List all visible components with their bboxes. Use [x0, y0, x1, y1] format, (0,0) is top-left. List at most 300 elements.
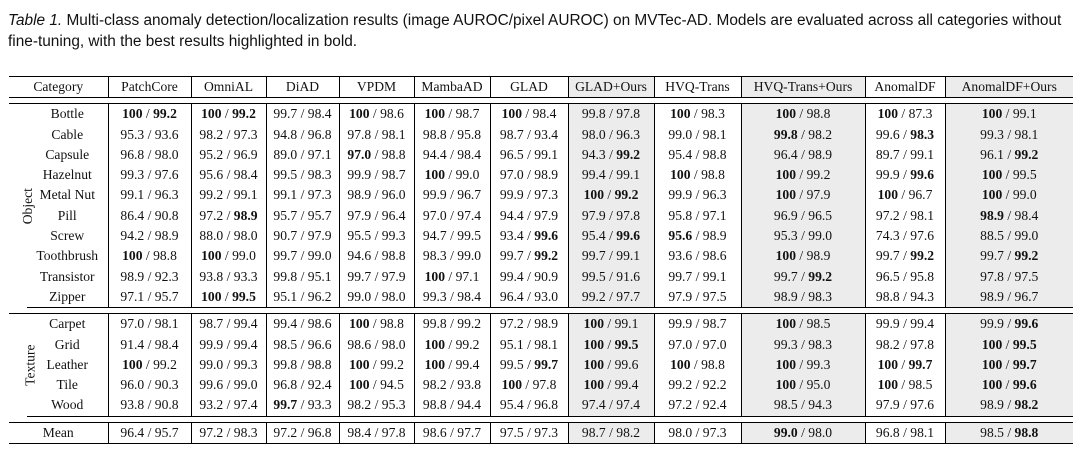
pixel-auroc: 97.6	[154, 167, 179, 183]
table-cell: 100 / 99.2	[108, 104, 191, 125]
pixel-auroc: 99.6	[1012, 377, 1037, 393]
table-cell: 99.7 / 99.2	[741, 267, 865, 287]
image-auroc: 100	[775, 187, 796, 203]
pixel-auroc: 96.3	[616, 126, 641, 142]
image-auroc: 97.8	[980, 268, 1004, 284]
pixel-auroc: 98.1	[534, 336, 559, 352]
table-row	[9, 185, 1073, 205]
pixel-auroc: 99.1	[233, 187, 258, 203]
pixel-auroc: 97.8	[616, 106, 641, 122]
table-row	[9, 206, 1073, 226]
table-cell: 100 / 99.2	[741, 165, 865, 185]
table-cell: 100 / 99.5	[945, 165, 1073, 185]
pixel-auroc: 96.2	[307, 288, 332, 304]
table-cell: 100 / 97.9	[741, 185, 865, 205]
pixel-auroc: 87.3	[908, 106, 933, 122]
image-auroc: 95.2	[199, 146, 224, 162]
pixel-auroc: 98.8	[381, 248, 406, 264]
table-cell: 86.4 / 90.8	[108, 206, 191, 226]
image-auroc: 96.8	[120, 146, 145, 162]
pixel-auroc: 97.1	[702, 207, 727, 223]
image-auroc: 100	[583, 377, 604, 393]
image-auroc: 95.6	[668, 228, 693, 244]
table-cell: 95.1 / 98.1	[490, 335, 568, 355]
pixel-auroc: 98.1	[910, 424, 935, 440]
image-auroc: 93.6	[668, 248, 693, 264]
column-header: DiAD	[266, 77, 339, 98]
table-cell: 94.3 / 99.2	[568, 145, 654, 165]
table-cell: 100 / 97.1	[414, 267, 490, 287]
pixel-auroc: 97.5	[702, 288, 727, 304]
pixel-auroc: 95.8	[457, 126, 482, 142]
pixel-auroc: 99.5	[614, 336, 639, 352]
image-auroc: 98.9	[980, 397, 1004, 413]
image-auroc: 99.8	[773, 126, 798, 142]
pixel-auroc: 98.5	[806, 316, 831, 332]
pixel-auroc: 99.0	[808, 228, 833, 244]
table-cell: 99.6 / 99.0	[191, 375, 266, 395]
table-cell: 97.9 / 96.4	[339, 206, 414, 226]
image-auroc: 100	[670, 356, 691, 372]
image-auroc: 98.2	[875, 336, 900, 352]
table-cell: 97.2 / 98.9	[191, 206, 266, 226]
image-auroc: 96.1	[980, 146, 1004, 162]
image-auroc: 97.9	[668, 288, 693, 304]
pixel-auroc: 99.7	[908, 356, 933, 372]
table-row	[9, 226, 1073, 246]
pixel-auroc: 97.9	[534, 207, 559, 223]
pixel-auroc: 97.0	[702, 336, 727, 352]
group-label-text: Texture	[22, 344, 38, 386]
pixel-auroc: 98.8	[307, 356, 332, 372]
image-auroc: 99.4	[499, 268, 524, 284]
pixel-auroc: 98.8	[806, 106, 831, 122]
image-auroc: 98.0	[581, 126, 606, 142]
pixel-auroc: 99.6	[1014, 316, 1039, 332]
table-cell: 95.6 / 98.9	[654, 226, 741, 246]
column-header: MambaAD	[414, 77, 490, 98]
column-header: GLAD	[490, 77, 568, 98]
image-auroc: 100	[670, 167, 691, 183]
table-cell: 98.6 / 98.0	[339, 335, 414, 355]
table-cell: 99.1 / 97.3	[266, 185, 339, 205]
table-cell: 97.0 / 98.1	[108, 314, 191, 335]
table-cell: 100 / 99.3	[741, 355, 865, 375]
pixel-auroc: 98.3	[910, 126, 935, 142]
image-auroc: 100	[877, 356, 898, 372]
pixel-auroc: 98.8	[702, 146, 727, 162]
pixel-auroc: 96.5	[808, 207, 833, 223]
pixel-auroc: 97.9	[307, 228, 332, 244]
image-auroc: 95.1	[273, 288, 298, 304]
table-cell: 100 / 98.8	[339, 314, 414, 335]
image-auroc: 100	[349, 356, 370, 372]
table-cell: 74.3 / 97.6	[865, 226, 945, 246]
pixel-auroc: 99.2	[380, 356, 404, 372]
table-row	[9, 104, 1073, 125]
table-cell: 100 / 99.2	[191, 104, 266, 125]
table-cell: 98.2 / 95.3	[339, 395, 414, 416]
pixel-auroc: 98.7	[702, 316, 727, 332]
pixel-auroc: 99.2	[616, 146, 641, 162]
pixel-auroc: 99.2	[806, 167, 831, 183]
table-cell: 96.9 / 96.5	[741, 206, 865, 226]
table-cell: 98.9 / 98.4	[945, 206, 1073, 226]
image-auroc: 96.4	[499, 288, 524, 304]
table-cell: 99.7 / 97.9	[339, 267, 414, 287]
caption-label: Table 1.	[8, 12, 63, 29]
image-auroc: 93.2	[199, 397, 224, 413]
table-cell: 98.9 / 98.2	[945, 395, 1073, 416]
pixel-auroc: 97.6	[910, 228, 935, 244]
pixel-auroc: 92.2	[702, 377, 727, 393]
table-cell: 98.3 / 99.0	[414, 246, 490, 266]
image-auroc: 100	[877, 377, 898, 393]
image-auroc: 99.9	[422, 187, 447, 203]
pixel-auroc: 92.4	[702, 397, 727, 413]
pixel-auroc: 99.2	[808, 268, 833, 284]
table-cell: 98.8 / 94.3	[865, 287, 945, 308]
image-auroc: 99.9	[668, 316, 693, 332]
image-auroc: 99.6	[875, 126, 900, 142]
pixel-auroc: 98.9	[534, 167, 559, 183]
pixel-auroc: 99.3	[806, 356, 831, 372]
pixel-auroc: 99.0	[233, 377, 258, 393]
image-auroc: 98.8	[422, 397, 447, 413]
image-auroc: 90.7	[273, 228, 298, 244]
image-auroc: 99.7	[347, 268, 372, 284]
table-cell: 100 / 98.6	[339, 104, 414, 125]
table-cell: 98.4 / 97.8	[339, 422, 414, 443]
table-cell: 97.4 / 97.4	[568, 395, 654, 416]
table-cell: 100 / 99.2	[568, 185, 654, 205]
table-cell: 95.4 / 99.6	[568, 226, 654, 246]
table-cell: 99.2 / 99.1	[191, 185, 266, 205]
pixel-auroc: 96.7	[457, 187, 482, 203]
image-auroc: 97.0	[422, 207, 447, 223]
table-cell: 99.9 / 99.6	[865, 165, 945, 185]
image-auroc: 94.6	[347, 248, 372, 264]
pixel-auroc: 93.6	[154, 126, 179, 142]
image-auroc: 100	[583, 316, 604, 332]
pixel-auroc: 98.9	[534, 316, 559, 332]
table-cell: 100 / 98.8	[654, 165, 741, 185]
image-auroc: 99.7	[273, 106, 298, 122]
image-auroc: 97.2	[875, 207, 900, 223]
pixel-auroc: 99.2	[1014, 146, 1039, 162]
image-auroc: 100	[424, 356, 445, 372]
row-category: Cable	[51, 126, 84, 142]
image-auroc: 100	[775, 106, 796, 122]
image-auroc: 99.4	[273, 316, 298, 332]
pixel-auroc: 95.7	[154, 288, 179, 304]
pixel-auroc: 99.1	[910, 146, 935, 162]
header-category: Category	[9, 77, 108, 98]
image-auroc: 99.9	[499, 187, 524, 203]
table-cell: 97.2 / 98.9	[490, 314, 568, 335]
image-auroc: 95.6	[199, 167, 224, 183]
image-auroc: 99.7	[668, 268, 693, 284]
table-cell: 98.7 / 99.4	[191, 314, 266, 335]
image-auroc: 99.8	[581, 106, 606, 122]
image-auroc: 100	[775, 377, 796, 393]
image-auroc: 100	[501, 106, 522, 122]
pixel-auroc: 97.3	[702, 424, 727, 440]
table-row	[9, 355, 1073, 375]
mean-label: Mean	[9, 422, 108, 443]
table-cell: 99.1 / 96.3	[108, 185, 191, 205]
image-auroc: 95.8	[668, 207, 693, 223]
table-cell: 100 / 98.8	[741, 104, 865, 125]
column-header: VPDM	[339, 77, 414, 98]
column-header: HVQ-Trans+Ours	[741, 77, 865, 98]
pixel-auroc: 98.1	[702, 126, 727, 142]
pixel-auroc: 98.4	[457, 288, 482, 304]
image-auroc: 99.3	[980, 126, 1004, 142]
table-cell: 88.5 / 99.0	[945, 226, 1073, 246]
table-cell: 94.2 / 98.9	[108, 226, 191, 246]
pixel-auroc: 99.2	[153, 356, 177, 372]
image-auroc: 93.4	[499, 228, 524, 244]
image-auroc: 100	[424, 336, 445, 352]
row-category: Wood	[27, 395, 108, 416]
table-cell: 99.7 / 98.4	[266, 104, 339, 125]
image-auroc: 100	[981, 167, 1003, 183]
pixel-auroc: 99.6	[534, 228, 559, 244]
image-auroc: 100	[201, 248, 222, 264]
image-auroc: 97.2	[273, 424, 298, 440]
pixel-auroc: 90.8	[154, 207, 179, 223]
image-auroc: 88.0	[199, 228, 224, 244]
group-label	[9, 314, 38, 416]
image-auroc: 99.9	[199, 336, 224, 352]
table-cell: 89.0 / 97.1	[266, 145, 339, 165]
pixel-auroc: 98.2	[1014, 397, 1039, 413]
table-cell: 98.5 / 96.6	[266, 335, 339, 355]
table-cell: 96.5 / 95.8	[865, 267, 945, 287]
pixel-auroc: 98.8	[153, 248, 177, 264]
table-row	[9, 165, 1073, 185]
image-auroc: 94.4	[422, 146, 447, 162]
table-cell: 100 / 99.6	[568, 355, 654, 375]
table-cell: 99.8 / 98.2	[741, 125, 865, 145]
image-auroc: 97.0	[668, 336, 693, 352]
column-header: OmniAL	[191, 77, 266, 98]
table-cell: 100 / 99.2	[414, 335, 490, 355]
group-label-text: Object	[19, 187, 35, 225]
pixel-auroc: 99.4	[233, 316, 258, 332]
table-cell: 99.7 / 99.1	[654, 267, 741, 287]
pixel-auroc: 96.4	[381, 207, 406, 223]
image-auroc: 100	[670, 106, 691, 122]
pixel-auroc: 96.8	[307, 126, 332, 142]
image-auroc: 98.3	[422, 248, 447, 264]
table-cell: 95.3 / 99.0	[741, 226, 865, 246]
image-auroc: 97.8	[347, 126, 372, 142]
table-row	[9, 125, 1073, 145]
table-cell: 97.9 / 97.6	[865, 395, 945, 416]
pixel-auroc: 99.4	[910, 316, 935, 332]
image-auroc: 99.9	[875, 167, 900, 183]
pixel-auroc: 98.4	[1014, 207, 1039, 223]
table-cell: 99.0 / 99.3	[191, 355, 266, 375]
image-auroc: 97.0	[499, 167, 524, 183]
table-cell: 100 / 99.0	[945, 185, 1073, 205]
image-auroc: 98.5	[773, 397, 798, 413]
pixel-auroc: 99.7	[534, 356, 559, 372]
table-cell: 96.4 / 93.0	[490, 287, 568, 308]
table-cell: 94.4 / 98.4	[414, 145, 490, 165]
pixel-auroc: 97.3	[534, 424, 559, 440]
image-auroc: 99.5	[581, 268, 606, 284]
results-table	[9, 76, 1073, 444]
pixel-auroc: 97.8	[910, 336, 935, 352]
pixel-auroc: 99.7	[1012, 356, 1037, 372]
pixel-auroc: 99.4	[455, 356, 480, 372]
image-auroc: 100	[424, 268, 445, 284]
table-cell: 100 / 96.7	[865, 185, 945, 205]
table-cell: 93.8 / 90.8	[108, 395, 191, 416]
image-auroc: 97.0	[120, 316, 145, 332]
image-auroc: 98.4	[347, 424, 372, 440]
table-cell: 100 / 99.6	[945, 375, 1073, 395]
pixel-auroc: 98.0	[808, 424, 833, 440]
table-cell: 95.2 / 96.9	[191, 145, 266, 165]
image-auroc: 95.3	[120, 126, 145, 142]
table-cell: 99.9 / 99.6	[945, 314, 1073, 335]
table-cell: 100 / 99.7	[865, 355, 945, 375]
image-auroc: 100	[122, 106, 143, 122]
pixel-auroc: 95.7	[154, 424, 179, 440]
image-auroc: 94.7	[422, 228, 447, 244]
column-header: PatchCore	[108, 77, 191, 98]
pixel-auroc: 99.4	[614, 377, 639, 393]
table-cell: 99.2 / 97.7	[568, 287, 654, 308]
pixel-auroc: 96.6	[307, 336, 332, 352]
table-cell: 97.0 / 98.8	[339, 145, 414, 165]
pixel-auroc: 99.5	[232, 288, 256, 304]
pixel-auroc: 99.5	[457, 228, 482, 244]
image-auroc: 89.7	[875, 146, 900, 162]
image-auroc: 100	[775, 316, 796, 332]
pixel-auroc: 96.3	[702, 187, 727, 203]
table-cell: 95.8 / 97.1	[654, 206, 741, 226]
pixel-auroc: 99.1	[616, 248, 641, 264]
image-auroc: 100	[424, 106, 445, 122]
table-cell: 98.2 / 93.8	[414, 375, 490, 395]
image-auroc: 94.3	[581, 146, 606, 162]
table-cell: 99.2 / 92.2	[654, 375, 741, 395]
image-auroc: 100	[424, 167, 445, 183]
image-auroc: 94.4	[499, 207, 524, 223]
table-cell: 100 / 99.0	[191, 246, 266, 266]
image-auroc: 99.8	[273, 268, 298, 284]
pixel-auroc: 99.3	[381, 228, 406, 244]
pixel-auroc: 97.3	[233, 126, 258, 142]
image-auroc: 100	[201, 106, 222, 122]
pixel-auroc: 97.7	[457, 424, 482, 440]
pixel-auroc: 98.3	[808, 336, 833, 352]
image-auroc: 99.6	[199, 377, 224, 393]
pixel-auroc: 99.0	[307, 248, 332, 264]
pixel-auroc: 96.7	[1014, 288, 1039, 304]
table-cell: 93.4 / 99.6	[490, 226, 568, 246]
pixel-auroc: 99.6	[910, 167, 935, 183]
table-cell: 94.8 / 96.8	[266, 125, 339, 145]
image-auroc: 95.1	[499, 336, 524, 352]
table-cell: 93.8 / 93.3	[191, 267, 266, 287]
table-cell: 99.8 / 99.2	[414, 314, 490, 335]
pixel-auroc: 94.5	[380, 377, 404, 393]
image-auroc: 99.3	[422, 288, 447, 304]
pixel-auroc: 99.3	[233, 356, 258, 372]
table-row	[9, 246, 1073, 266]
pixel-auroc: 93.0	[534, 288, 559, 304]
table-cell: 94.6 / 98.8	[339, 246, 414, 266]
image-auroc: 100	[775, 248, 796, 264]
table-cell: 95.4 / 98.8	[654, 145, 741, 165]
table-row	[9, 395, 1073, 416]
pixel-auroc: 98.9	[702, 228, 727, 244]
row-category: Grid	[54, 336, 80, 352]
image-auroc: 100	[583, 336, 604, 352]
table-cell: 99.4 / 99.1	[568, 165, 654, 185]
image-auroc: 89.0	[273, 146, 298, 162]
table-cell: 99.0 / 98.0	[339, 287, 414, 308]
pixel-auroc: 98.0	[233, 228, 258, 244]
mean-row	[9, 422, 1073, 443]
image-auroc: 98.7	[199, 316, 224, 332]
table-cell: 97.9 / 97.5	[654, 287, 741, 308]
pixel-auroc: 96.9	[233, 146, 258, 162]
pixel-auroc: 99.0	[455, 167, 480, 183]
pixel-auroc: 95.0	[806, 377, 831, 393]
pixel-auroc: 96.7	[908, 187, 933, 203]
table-cell: 95.5 / 99.3	[339, 226, 414, 246]
table-cell: 99.9 / 97.3	[490, 185, 568, 205]
image-auroc: 98.9	[347, 187, 372, 203]
pixel-auroc: 99.0	[457, 248, 482, 264]
image-auroc: 95.4	[581, 228, 606, 244]
pixel-auroc: 98.4	[233, 167, 258, 183]
pixel-auroc: 98.6	[307, 316, 332, 332]
column-header: HVQ-Trans	[654, 77, 741, 98]
row-category: Hazelnut	[42, 167, 92, 183]
table-cell: 98.7 / 98.2	[568, 422, 654, 443]
table-cell: 100 / 98.8	[108, 246, 191, 266]
image-auroc: 100	[501, 377, 522, 393]
pixel-auroc: 99.2	[614, 187, 639, 203]
table-row	[9, 375, 1073, 395]
pixel-auroc: 98.2	[616, 424, 641, 440]
image-auroc: 100	[981, 377, 1003, 393]
pixel-auroc: 99.1	[534, 146, 559, 162]
pixel-auroc: 94.4	[457, 397, 482, 413]
pixel-auroc: 99.0	[232, 248, 256, 264]
row-category: Screw	[50, 228, 85, 244]
pixel-auroc: 98.3	[808, 288, 833, 304]
group-label	[9, 104, 35, 308]
table-cell: 100 / 99.2	[339, 355, 414, 375]
pixel-auroc: 99.1	[614, 316, 639, 332]
table-cell: 97.8 / 98.1	[339, 125, 414, 145]
image-auroc: 99.7	[499, 248, 524, 264]
pixel-auroc: 97.3	[307, 187, 332, 203]
table-row	[9, 335, 1073, 355]
table-cell: 99.5 / 99.7	[490, 355, 568, 375]
image-auroc: 98.5	[980, 424, 1004, 440]
table-cell: 98.7 / 93.4	[490, 125, 568, 145]
